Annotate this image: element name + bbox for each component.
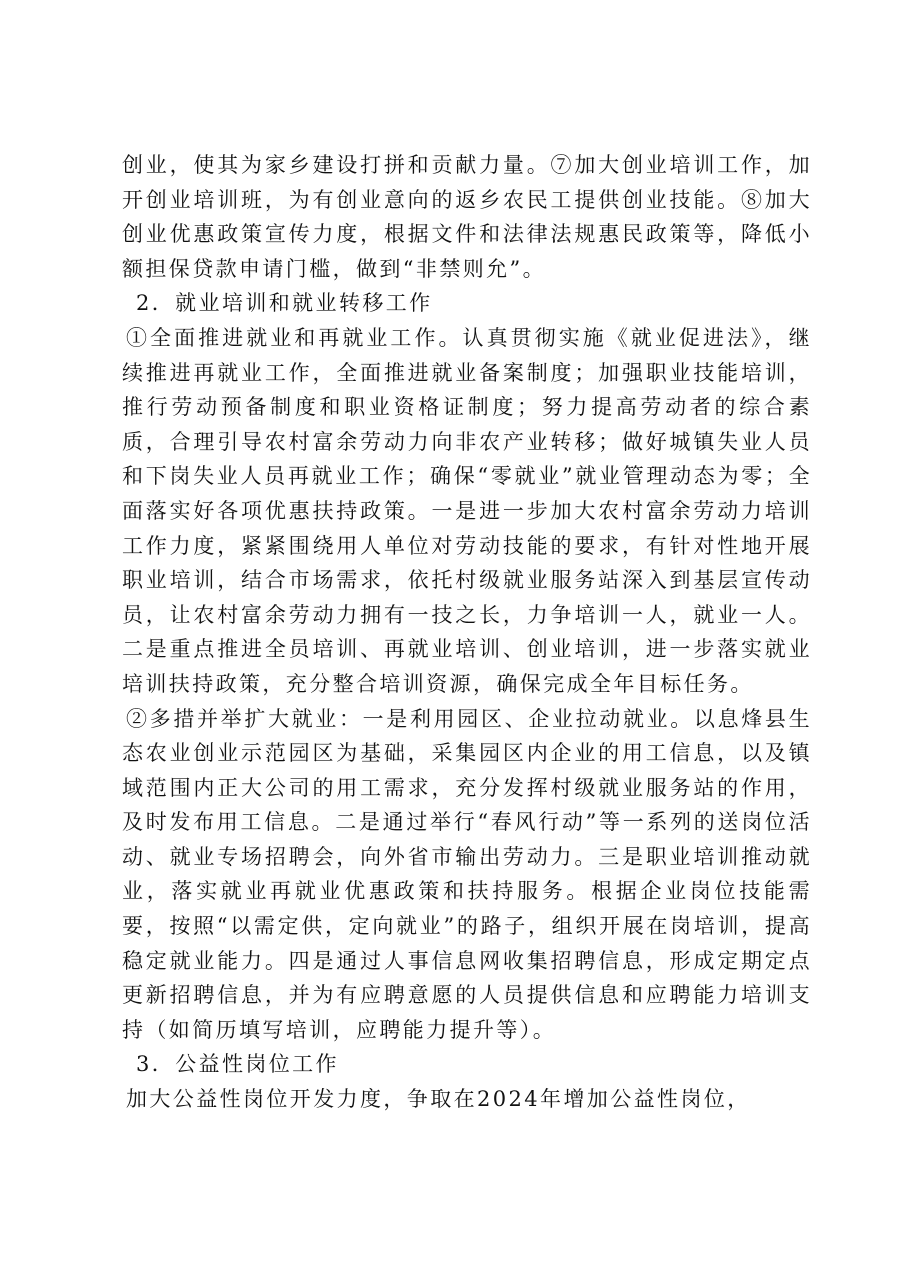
paragraph-entrepreneurship: 创业，使其为家乡建设打拼和贡献力量。⑦加大创业培训工作，加开创业培训班，为有创业意向的返乡农民工提供创业技能。⑧加大创业优惠政策宣传力度，根据文件和法律法规惠民政策等，降低小额担保贷款申请门槛，做到“非禁则允”。	[122, 153, 812, 281]
paragraph-reemployment: ①全面推进就业和再就业工作。认真贯彻实施《就业促进法》，继续推进再就业工作，全面推进就业备案制度；加强职业技能培训，推行劳动预备制度和职业资格证制度；努力提高劳动者的综合素质，合理引导农村富余劳动力向非农产业转移；做好城镇失业人员和下岗失业人员再就业工作；确保“零就业”就业管理动态为零；全面落实好各项优惠扶持政策。一是进一步加大农村富余劳动力培训工作力度，紧紧围绕用人单位对劳动技能的要求，有针对性地开展职业培训，结合市场需求，依托村级就业服务站深入到基层宣传动员，让农村富余劳动力拥有一技之长，力争培训一人，就业一人。二是重点推进全员培训、再就业培训、创业培训，进一步落实就业培训扶持政策，充分整合培训资源，确保完成全年目标任务。	[122, 325, 812, 696]
section-heading-public-welfare-posts: 3．公益性岗位工作	[136, 1052, 339, 1077]
paragraph-public-welfare-posts: 加大公益性岗位开发力度，争取在2024年增加公益性岗位，	[126, 1087, 751, 1112]
document-body	[122, 148, 812, 1117]
paragraph-expand-employment: ②多措并举扩大就业：一是利用园区、企业拉动就业。以息烽县生态农业创业示范园区为基础，采集园区内企业的用工信息，以及镇域范围内正大公司的用工需求，充分发挥村级就业服务站的作用，及时发布用工信息。二是通过举行“春风行动”等一系列的送岗位活动、就业专场招聘会，向外省市输出劳动力。三是职业培训推动就业，落实就业再就业优惠政策和扶持服务。根据企业岗位技能需要，按照“以需定供，定向就业”的路子，组织开展在岗培训，提高稳定就业能力。四是通过人事信息网收集招聘信息，形成定期定点更新招聘信息，并为有应聘意愿的人员提供信息和应聘能力培训支持（如简历填写培训，应聘能力提升等）。	[122, 706, 812, 1042]
section-heading-employment-training: 2．就业培训和就业转移工作	[136, 291, 433, 316]
